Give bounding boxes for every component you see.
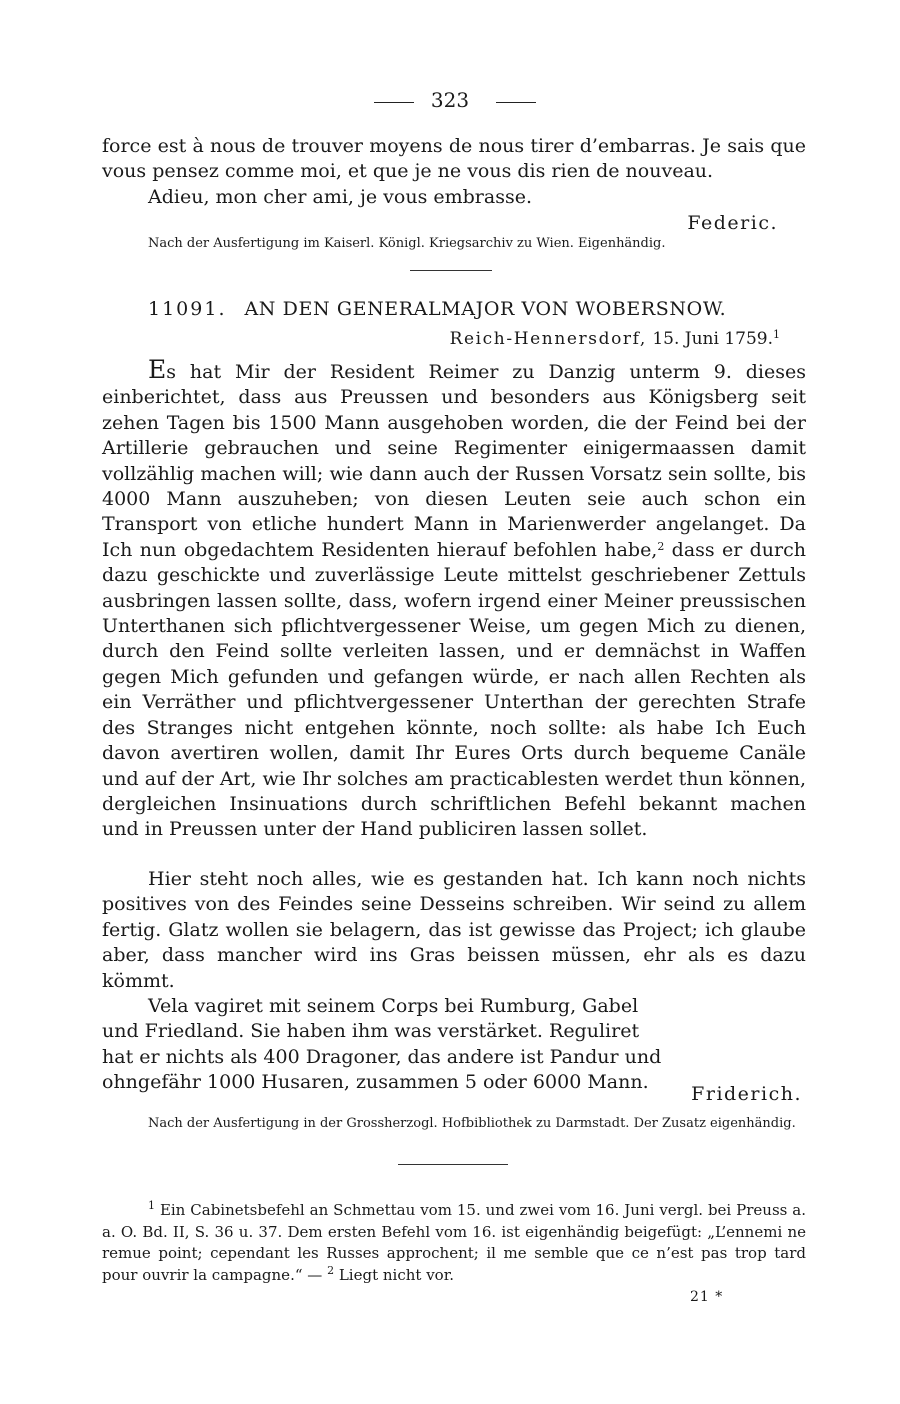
- postscript-paragraph-2: Vela vagiret mit seinem Corps bei Rumburg, Gabel und Friedland. Sie haben ihm was verstärket. Reguliret hat er nichts als 400 Dragoner, das andere ist Pandur und ohngefähr 1000 Husaren, zusammen 5 oder 6000 Mann.: [102, 995, 662, 1094]
- dateline-date: 15. Juni 1759.: [652, 329, 773, 349]
- footnotes: [102, 1200, 806, 1286]
- letter-heading: [148, 298, 726, 320]
- continuation-text: [102, 134, 806, 210]
- letter-body: [102, 357, 806, 843]
- postscript: [102, 867, 806, 1096]
- continuation-paragraph-1: force est à nous de trouver moyens de nous tirer d’embarras. Je sais que vous pensez comme moi, et que je ne vous dis rien de nouveau.: [102, 135, 806, 183]
- footnote-ref-2: 2: [657, 539, 665, 553]
- letter-title: AN DEN GENERALMAJOR VON WOBERSNOW.: [244, 298, 727, 320]
- separator-1: [410, 270, 492, 271]
- header-rule-right: [496, 102, 536, 103]
- initial-letter: E: [148, 355, 167, 384]
- footnote-ref-1: 1: [773, 328, 780, 341]
- signature-federic: Federic.: [687, 212, 778, 234]
- letter-text-part-1: s hat Mir der Resident Reimer zu Danzig unterm 9. dieses einberichtet, dass aus Preussen und besonders aus Königsberg seit zehen Tagen bis 1500 Mann ausgehoben worden, die der Feind bei der Artillerie gebrauchen und seine Regimenter einigermaassen damit vollzählig machen will; wie dann auch der Russen Vorsatz sein sollte, bis 4000 Mann auszuheben; von diesen Leuten seie auch schon ein Transport von etliche hundert Mann in Marienwerder angelanget. Da Ich nun obgedachtem Residenten hierauf befohlen habe,: [102, 361, 806, 561]
- sheet-signature-mark: 21 *: [690, 1289, 724, 1305]
- page-header: [0, 88, 900, 118]
- footnote-1-text: Ein Cabinetsbefehl an Schmettau vom 15. und zwei vom 16. Juni vergl. bei Preuss a. a. O. Bd. II, S. 36 u. 37. Dem ersten Befehl vom 16. ist eigenhändig beigefügt: „L’ennemi ne remue point; cependant les Russes approchent; il me semble que ce n’est pas trop tard pour ouvrir la campagne.“ —: [102, 1201, 806, 1284]
- footnote-mark-2: 2: [327, 1263, 335, 1277]
- letter-paragraph-main: [102, 357, 806, 843]
- footnote-1: [102, 1200, 806, 1286]
- footnote-2-text: Liegt nicht vor.: [338, 1265, 454, 1284]
- dateline-place: Reich-Hennersdorf,: [449, 329, 647, 349]
- page-number: 323: [430, 88, 470, 112]
- separator-2: [398, 1164, 508, 1165]
- signature-friderich: Friderich.: [691, 1083, 802, 1105]
- source-note-1: Nach der Ausfertigung im Kaiserl. Königl. Kriegsarchiv zu Wien. Eigenhändig.: [148, 236, 666, 251]
- source-note-2: Nach der Ausfertigung in der Grossherzogl. Hofbibliothek zu Darmstadt. Der Zusatz eigenhändig.: [148, 1116, 796, 1131]
- footnote-mark-1: 1: [148, 1199, 155, 1212]
- header-rule-left: [374, 102, 414, 103]
- continuation-paragraph-2: Adieu, mon cher ami, je vous embrasse.: [148, 185, 532, 208]
- dateline: [450, 329, 780, 349]
- letter-text-part-2: dass er durch dazu geschickte und zuverlässige Leute mittelst geschriebener Zettuls ausbringen lassen sollte, dass, wofern irgend einer Meiner preussischen Unterthanen sich pflichtvergessener Weise, um gegen Mich zu dienen, durch den Feind sollte verleiten lassen, und er demnächst in Waffen gegen Mich gefunden und gefangen würde, er nach allen Rechten als ein Verräther und pflichtvergessener Unterthan der gerechten Strafe des Stranges nicht entgehen könnte, noch sollte: als habe Ich Euch davon avertiren wollen, damit Ihr Eures Orts durch bequeme Canäle und auf der Art, wie Ihr solches am practicablesten werdet thun können, dergleichen Insinuations durch schriftlichen Befehl bekannt machen und in Preussen unter der Hand publiciren lassen sollet.: [102, 538, 806, 841]
- postscript-paragraph-1: Hier steht noch alles, wie es gestanden hat. Ich kann noch nichts positives von des Feindes seine Desseins schreiben. Wir seind zu allem fertig. Glatz wollen sie belagern, das ist gewisse das Project; ich glaube aber, dass mancher wird ins Gras beissen müssen, ehr als es dazu kömmt.: [102, 868, 806, 992]
- letter-number: 11091.: [148, 298, 227, 320]
